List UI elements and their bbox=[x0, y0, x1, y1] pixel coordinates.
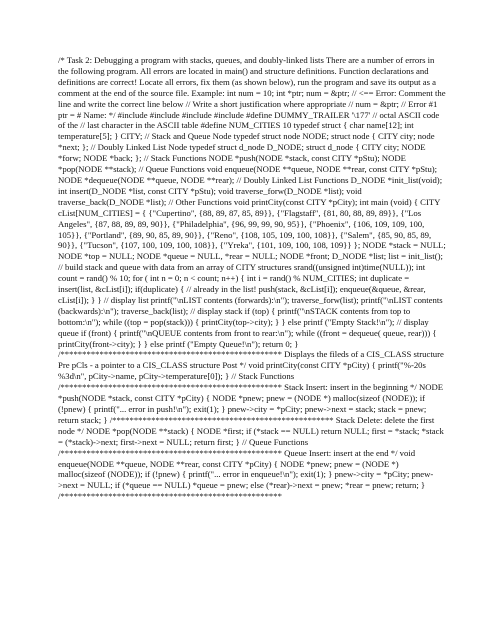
body-text: /* Task 2: Debugging a program with stacks, queues, and doubly-linked lists There are a number of errors in the following program. All errors are located in main() and structure definitions. Function declarations and definitions are correct! Locate all errors, fix them (as shown below), run the program and save its output as a comment at the end of the source file. Example: int num = 10; int *ptr; num = &ptr; // <== Error: Comment the line and write the correct line below // Write a short justification where appropriate // num = &ptr; // Error #1 ptr = # Name: */ #include #include #include #include #define DUMMY_TRAILER '\177' // octal ASCII code of the // last character in the ASCII table #define NUM_CITIES 10 typedef struct { char name[12]; int temperature[5]; } CITY; // Stack and Queue Node typedef struct node NODE; struct node { CITY city; node *next; }; // Doubly Linked List Node typedef struct d_node D_NODE; struct d_node { CITY city; NODE *forw; NODE *back; }; // Stack Functions NODE *push(NODE *stack, const CITY *pStu); NODE *pop(NODE **stack); // Queue Functions void enqueue(NODE **queue, NODE **rear, const CITY *pStu); NODE *dequeue(NODE **queue, NODE **rear); // Doubly Linked List Functions D_NODE *init_list(void); int insert(D_NODE *list, const CITY *pStu); void traverse_forw(D_NODE *list); void traverse_back(D_NODE *list); // Other Functions void printCity(const CITY *pCity); int main (void) { CITY cList[NUM_CITIES] = { {"Cupertino", {88, 89, 87, 85, 89}}, {"Flagstaff", {81, 80, 88, 89, 89}}, {"Los Angeles", {87, 88, 89, 89, 90}}, {"Philadelphia", {96, 99, 99, 90, 95}}, {"Phoenix", {106, 109, 109, 100, 105}}, {"Portland", {89, 90, 85, 89, 90}}, {"Reno", {108, 105, 109, 100, 108}}, {"Salem", {85, 90, 85, 89, 90}}, {"Tucson", {107, 100, 109, 100, 108}}, {"Yreka", {101, 109, 100, 108, 109}} }; NODE *stack = NULL; NODE *top = NULL; NODE *queue = NULL, *rear = NULL; NODE *front; D_NODE *list; list = init_list(); // build stack and queue with data from an array of CITY structures srand((unsigned int)time(NULL)); int count = rand() % 10; for ( int n = 0; n < count; n++) { int i = rand() % NUM_CITIES; int duplicate = insert(list, &cList[i]); if(duplicate) { // already in the list! push(stack, &cList[i]); enqueue(&queue, &rear, cList[i]); } } // display list printf("\nLIST contents (forwards):\n"); traverse_forw(list); printf("\nLIST contents (backwards):\n"); traverse_back(list); // display stack if (top) { printf("\nSTACK contents from top to bottom:\n"); while ((top = pop(stack))) { printCity(top->city); } } else printf ("Empty Stack!\n"); // display queue if (front) { printf("\nQUEUE contents from front to rear:\n"); while ((front = dequeue( queue, rear))) { printCity(front->city); } } else printf ("Empty Queue!\n"); return 0; } /*************************************************** Displays the fileds of a CIS_CLASS structure Pre pCls - a pointer to a CIS_CLASS structure Post */ void printCity(const CITY *pCity) { printf("%-20s %3d\n", pCity->name, pCity->temperature[0]); } // Stack Functions /*************************************************** Stack Insert: insert in the beginning */ NODE *push(NODE *stack, const CITY *pCity) { NODE *pnew; pnew = (NODE *) malloc(sizeof (NODE)); if (!pnew) { printf("... error in push!\n"); exit(1); } pnew->city = *pCity; pnew->next = stack; stack = pnew; return stack; } /*************************************************** Stack Delete: delete the first node */ NODE *pop(NODE **stack) { NODE *first; if (*stack == NULL) return NULL; first = *stack; *stack = (*stack)->next; first->next = NULL; return first; } // Queue Functions /*************************************************** Queue Insert: insert at the end */ void enqueue(NODE **queue, NODE **rear, const CITY *pCity) { NODE *pnew; pnew = (NODE *) malloc(sizeof (NODE)); if (!pnew) { printf("... error in enqueue!\n"); exit(1); } pnew->city = *pCity; pnew->next = NULL; if (*queue == NULL) *queue = pnew; else (*rear)->next = pnew; *rear = pnew; return; } /*************************************************** bbox=[58, 55, 446, 502]
document-body bbox=[58, 55, 446, 502]
